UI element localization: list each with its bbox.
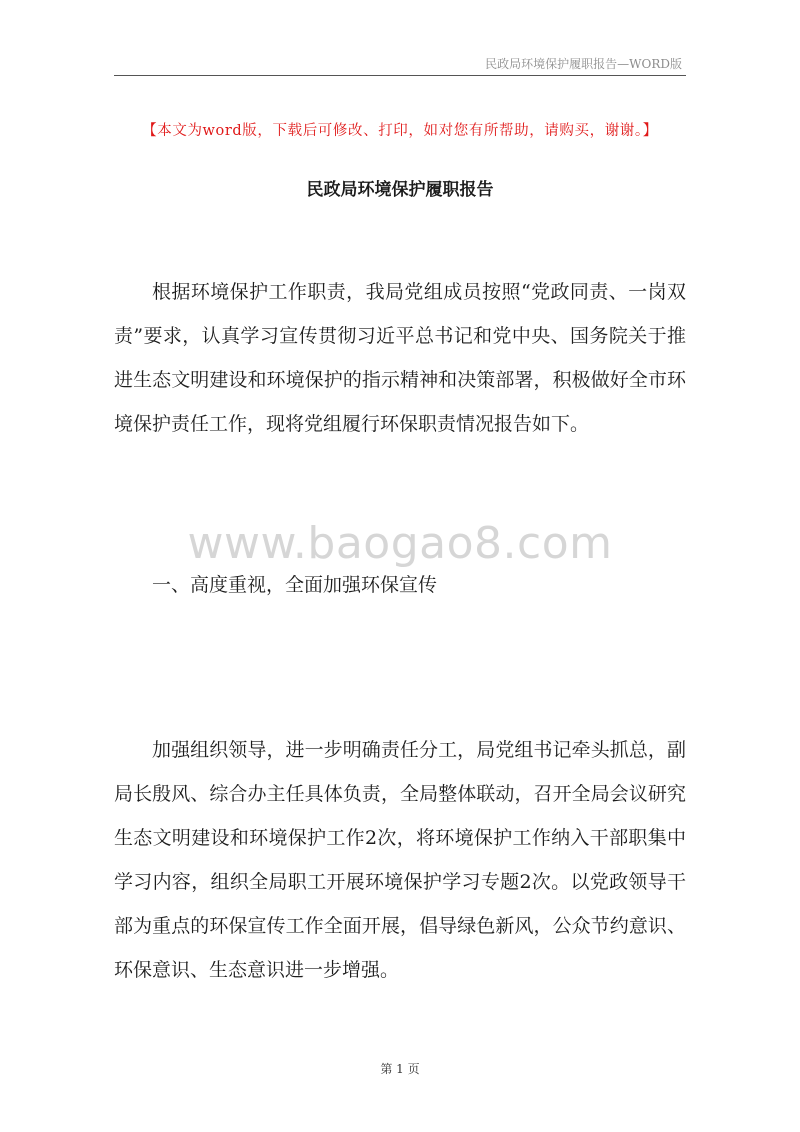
document-title: 民政局环境保护履职报告	[306, 180, 494, 200]
section-heading: 一、高度重视，全面加强环保宣传	[152, 574, 438, 596]
website-watermark: www.baogao8.com	[187, 518, 613, 569]
header-divider	[114, 75, 686, 76]
page-number: 第 1 页	[380, 1062, 420, 1076]
purchase-notice: 【本文为word版，下载后可修改、打印，如对您有所帮助，请购买，谢谢。】	[142, 123, 658, 139]
intro-paragraph: 根据环境保护工作职责，我局党组成员按照“党政同责、一岗双责”要求，认真学习宣传贯彻习近平总书记和党中央、国务院关于推进生态文明建设和环境保护的指示精神和决策部署，积极做好全市环境保护责任工作，现将党组履行环保职责情况报告如下。	[114, 281, 686, 435]
body-paragraph: 加强组织领导，进一步明确责任分工，局党组书记牵头抓总，副局长殷风、综合办主任具体负责，全局整体联动，召开全局会议研究生态文明建设和环境保护工作2次，将环境保护工作纳入干部职集中学习内容，组织全局职工开展环境保护学习专题2次。以党政领导干部为重点的环保宣传工作全面开展，倡导绿色新风，公众节约意识、环保意识、生态意识进一步增强。	[114, 739, 686, 981]
running-header: 民政局环境保护履职报告—WORD版	[485, 57, 682, 71]
